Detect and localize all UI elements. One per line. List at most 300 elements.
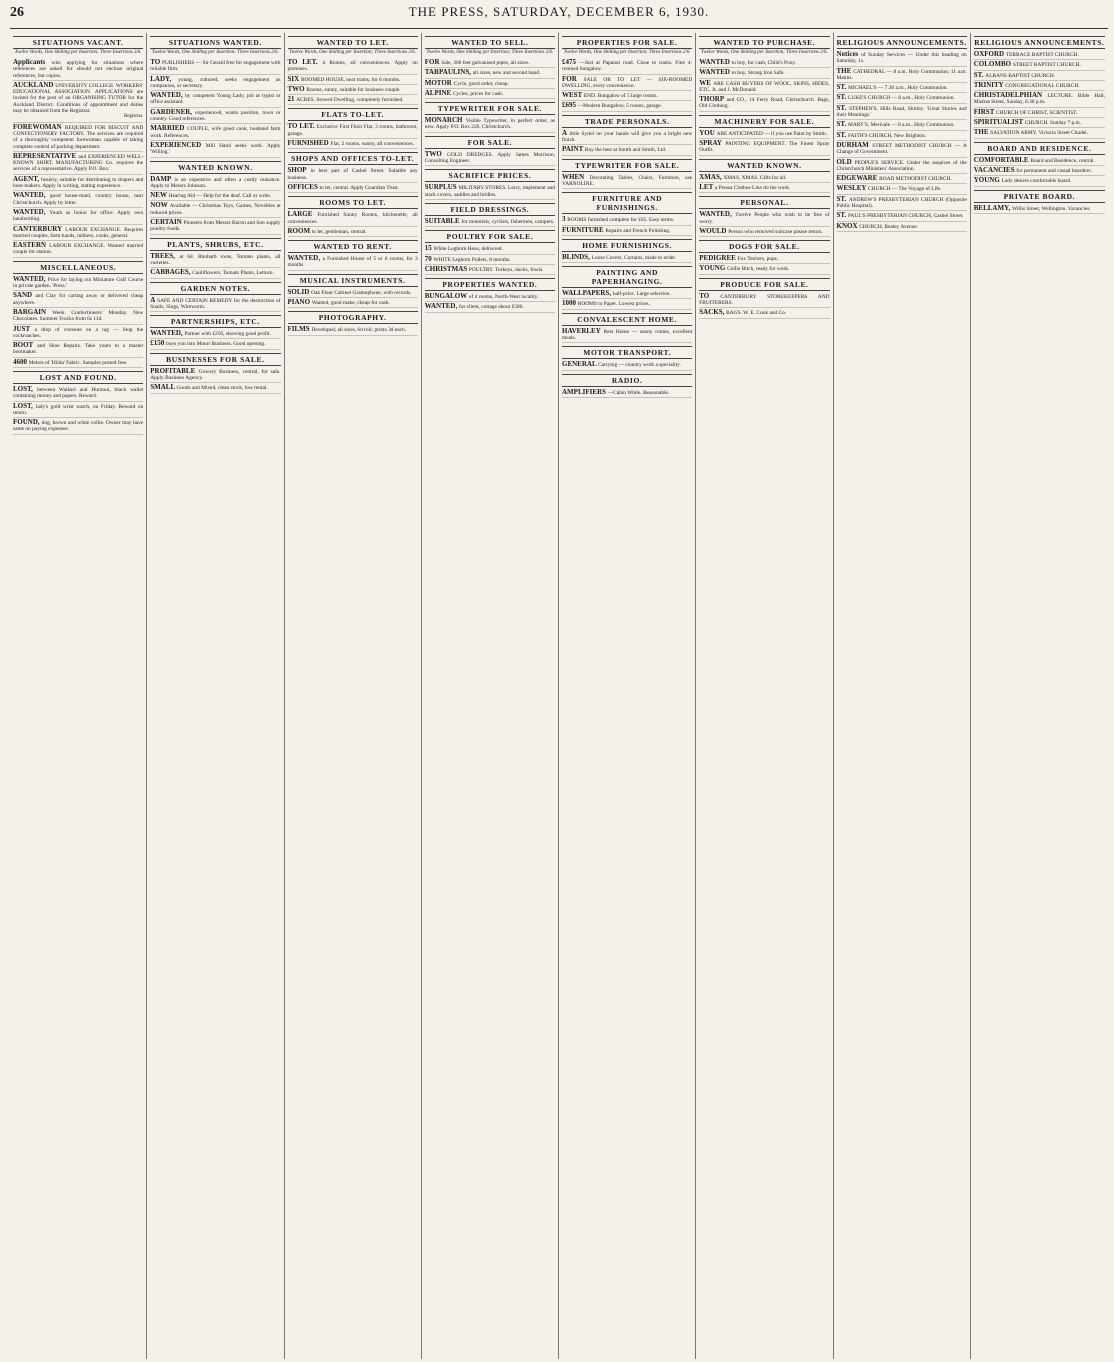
section-heading: RELIGIOUS ANNOUNCEMENTS.	[974, 38, 1105, 47]
classified-ad	[288, 325, 418, 335]
section-heading: GARDEN NOTES.	[150, 282, 280, 295]
ad-text: ARE CASH BUYERS OF WOOL, SKINS, HIDES, ETC. A. and J. McDonald.	[699, 80, 830, 93]
section-heading: DOGS FOR SALE.	[699, 240, 829, 253]
classified-ad	[425, 79, 555, 89]
ad-text: BAGS. W. E. Cook and Co.	[726, 310, 787, 317]
classified-ad	[13, 358, 143, 368]
classified-ad	[837, 120, 967, 130]
ad-lead-word: A	[150, 295, 158, 304]
ad-lead-word: TRINITY	[973, 80, 1006, 89]
ad-text: Willis Street, Wellington. Vacancies.	[1012, 205, 1091, 212]
ad-text: Person who removed suitcase please return.	[728, 228, 823, 235]
ad-text: Furnished Sunny Rooms, kitchenette, all conveniences.	[287, 212, 418, 225]
classified-ad	[974, 166, 1105, 176]
ad-lead-word: WALLPAPERS,	[562, 289, 613, 298]
classified-ad	[288, 183, 418, 193]
section-heading: MUSICAL INSTRUMENTS.	[288, 274, 418, 287]
ad-text: CATHEDRAL — 8 a.m. Holy Communion; 11 a.m. Matins.	[836, 68, 967, 81]
classified-ad	[425, 89, 555, 99]
ad-text: Loose Covers, Curtains, made to order.	[591, 254, 677, 261]
ad-lead-word: WANTED,	[424, 302, 459, 311]
ad-lead-word: XMAS,	[699, 172, 724, 181]
section-heading: MOTOR TRANSPORT.	[562, 346, 692, 359]
classified-ad	[425, 58, 555, 68]
ad-text: ACRES, Stowed Dwelling, completely furnished.	[296, 97, 404, 104]
classified-ad	[562, 289, 692, 299]
classified-ad	[13, 208, 143, 225]
ad-lead-word: 70	[424, 254, 434, 263]
classified-ad	[13, 308, 143, 325]
ad-text: Mill Hand seeks work. Apply 'Willing.'	[150, 142, 281, 156]
ad-lead-word: BOOT	[13, 341, 38, 350]
ad-text: to buy, for cash, Child's Pony.	[731, 60, 797, 66]
classified-ad	[288, 288, 418, 298]
classified-ad	[288, 58, 418, 75]
ad-text: COUPLE, wife good cook, husband farm work. References.	[150, 126, 281, 139]
section-heading: RELIGIOUS ANNOUNCEMENTS.	[836, 38, 967, 47]
ad-lead-word: SUITABLE	[424, 216, 462, 225]
ad-text: PAINTING EQUIPMENT. The Finest Spray Outfit.	[699, 141, 830, 154]
classified-ad	[837, 93, 967, 103]
ad-text: LUKE'S CHURCH — 8 a.m., Holy Communion.	[848, 95, 955, 102]
classified-ad	[150, 108, 280, 125]
ad-lead-word: KNOX	[836, 221, 860, 230]
classified-ad	[288, 75, 418, 85]
section-heading: RADIO.	[562, 374, 692, 387]
ad-text: Cauliflowers, Tomato Plants, Lettuce.	[192, 270, 274, 277]
classified-ad	[150, 339, 280, 349]
section-heading: FOR SALE.	[425, 136, 555, 149]
masthead	[10, 4, 1108, 29]
classified-ad	[288, 298, 418, 308]
ad-lead-word: A	[562, 128, 570, 137]
rate-line: Twelve Words, One Shilling per Insertion; Three Insertions 2/6.	[700, 50, 828, 55]
classified-ad	[150, 252, 280, 269]
classified-ad	[562, 173, 692, 190]
ad-text: between Waikari and Hurunui, black wallet containing money and papers. Reward.	[13, 386, 144, 400]
ad-text: UNIVERSITY COLLEGE. WORKERS' EDUCATIONAL ASSOCIATION. APPLICATIONS are invited for the post of an ORGANISING TUTOR for the Auckland District. Conditions of appointment and duties may be obtained from the Registrar.	[13, 82, 144, 115]
ad-text: Rest Home — sunny rooms, excellent meals.	[562, 328, 693, 342]
classified-ad	[150, 201, 280, 218]
ad-text: SALVATION ARMY. Victoria Street Citadel.	[990, 130, 1088, 137]
classified-ad	[13, 123, 143, 152]
ad-text: Twelve People who wish to be free of worry.	[699, 212, 830, 225]
ad-text: Rooms, sunny, suitable for business couple.	[306, 86, 401, 93]
ad-lead-word: WHEN	[562, 172, 590, 181]
classified-ad	[150, 141, 280, 158]
ad-lead-word: ST.	[836, 93, 849, 102]
classified-ad	[974, 71, 1105, 81]
classified-ad	[699, 254, 829, 264]
ad-lead-word: £150	[150, 339, 166, 348]
ad-text: who applying for situations where references are asked for should not enclose original references, but copies.	[13, 60, 144, 79]
ad-lead-word: CERTAIN	[150, 218, 184, 227]
ad-lead-word: YOU	[699, 128, 717, 137]
ad-lead-word: 15	[424, 244, 434, 253]
section-heading: SACRIFICE PRICES.	[425, 169, 555, 182]
ad-lead-word: SPIRITUALIST	[973, 118, 1025, 127]
rate-line: Twelve Words, One Shilling per Insertion; Three Insertions 2/6.	[151, 50, 279, 55]
ad-text: for permanent and casual boarders.	[1016, 167, 1092, 174]
section-heading: PARTNERSHIPS, ETC.	[150, 315, 280, 328]
classified-ad	[699, 183, 829, 193]
ad-text: all sizes, new and second hand.	[472, 70, 541, 77]
classified-ad	[974, 156, 1105, 166]
ad-lead-word: SOLID	[287, 287, 312, 296]
ad-lead-word: FOUND,	[13, 418, 42, 427]
classified-ad	[837, 131, 967, 141]
ad-lead-word: WANTED,	[13, 191, 50, 200]
ad-text: CHURCH — The Voyage of Life.	[867, 186, 942, 193]
newspaper-title: THE PRESS, SATURDAY, DECEMBER 6, 1930.	[408, 4, 710, 19]
ad-lead-word: DURHAM	[836, 140, 873, 149]
ad-lead-word: FURNITURE	[562, 225, 606, 234]
classified-ad	[425, 150, 555, 167]
classified-ad	[13, 81, 143, 123]
column-6	[696, 33, 833, 1359]
section-heading: MISCELLANEOUS.	[13, 261, 143, 274]
ad-text: MICHAEL'S — 7.30 a.m., Holy Communion.	[848, 85, 948, 92]
classified-ad	[562, 360, 692, 370]
classified-ad	[425, 116, 555, 133]
ad-lead-word: ST.	[836, 120, 849, 129]
ad-lead-word: Notices	[836, 50, 862, 58]
ad-text: Repairs and French Polishing.	[605, 227, 671, 234]
ad-lead-word: FIRST	[973, 107, 996, 116]
classified-ad	[699, 58, 829, 68]
classified-ad	[150, 91, 280, 108]
ad-text: CONGREGATIONAL CHURCH.	[1005, 82, 1080, 89]
classified-ad	[425, 244, 555, 254]
classified-ad	[699, 95, 829, 112]
ad-lead-word: ST.	[973, 70, 986, 79]
ad-text: CHURCH. Sunday 7 p.m.	[1024, 120, 1082, 127]
classified-ad	[974, 60, 1105, 70]
classified-ad	[425, 302, 555, 312]
ad-lead-word: VACANCIES	[973, 165, 1017, 174]
ad-text: SALE OR TO LET — SIX-ROOMED DWELLING, every convenience.	[562, 76, 693, 89]
ad-lead-word: AGENT,	[13, 174, 42, 183]
classified-ad	[13, 291, 143, 308]
classified-ad	[425, 255, 555, 265]
section-heading: PRIVATE BOARD.	[974, 190, 1105, 203]
ad-lead-word: LET	[699, 182, 715, 191]
ad-lead-word: FOR	[562, 74, 584, 83]
ad-text: SAFE AND CERTAIN REMEDY for the destruction of Snails, Slugs, Wireworm.	[150, 297, 281, 310]
classified-ad	[562, 327, 692, 344]
ad-lead-word: EASTERN	[13, 241, 50, 250]
ad-lead-word: FOREWOMAN	[13, 122, 65, 131]
classified-ad	[562, 91, 692, 101]
ad-lead-word: CABBAGES,	[150, 268, 193, 277]
ad-lead-word: OLD	[836, 157, 855, 166]
ad-lead-word: ST.	[836, 194, 849, 203]
ad-text: Youth as Junior for office. Apply own handwriting.	[13, 209, 144, 223]
classified-ad	[13, 241, 143, 258]
classified-ad	[150, 175, 280, 192]
ad-lead-word: TREES,	[150, 251, 180, 260]
ad-text: a Pressa Clothes-Line do the work.	[714, 184, 791, 191]
classified-ad	[13, 58, 143, 81]
ad-text: CANTERBURY STOREKEEPERS AND FRUITERERS.	[699, 293, 830, 307]
ad-lead-word: WANTED	[699, 68, 732, 77]
ad-text: —Modern Bungalow, 5 rooms, garage.	[577, 103, 662, 110]
ad-lead-word: THE	[973, 128, 991, 137]
ad-text: CHURCH OF CHRIST, SCIENTIST.	[996, 109, 1078, 116]
column-8	[971, 33, 1108, 1359]
section-heading: WANTED KNOWN.	[150, 161, 280, 174]
ad-text: Hearing Aid — Help for the deaf. Call or write.	[168, 193, 272, 200]
section-heading: PRODUCE FOR SALE.	[699, 278, 829, 291]
ad-text: MILITARY STORES. Lorry, implement and stack covers, saddles and bridles.	[424, 185, 555, 198]
classified-ad	[837, 50, 967, 67]
classified-ad	[288, 166, 418, 183]
ad-text: and Shoe Repairs. Take yours to a master bootmaker.	[13, 343, 144, 356]
ad-lead-word: NEW	[150, 191, 169, 200]
classified-ad	[837, 83, 967, 93]
ad-text: and CO., 14 Ferry Road, Christchurch. Bags, Old Clothing.	[699, 97, 830, 110]
ad-text: little Sydol on your hands will give you a bright new finish.	[562, 130, 693, 144]
section-heading: PLANTS, SHRUBS, ETC.	[150, 238, 280, 251]
ad-lead-word: ST.	[836, 211, 849, 220]
ad-lead-word: COLOMBO	[973, 60, 1013, 69]
ad-lead-word: FURNISHED	[287, 139, 331, 148]
section-heading: BUSINESSES FOR SALE.	[150, 353, 280, 366]
rate-line: Twelve Words, One Shilling per Insertion; Three Insertions 2/6.	[14, 50, 142, 55]
ad-lead-word: YOUNG	[699, 264, 728, 273]
classified-ad	[150, 383, 280, 393]
section-heading: PAINTING AND PAPERHANGING.	[562, 266, 692, 288]
ad-text: by competent Young Lady, job as typist or office assistant.	[150, 93, 281, 106]
ad-text: Grocery Business, central, for sale. Apply Business Agency.	[150, 368, 281, 382]
ad-lead-word: BARGAIN	[13, 307, 53, 316]
ad-text: REQUIRED FOR BISCUIT AND CONFECTIONERY FACTORY. The services are required of a thoroughly competent forewoman capable of taking complete control of packing department.	[13, 124, 144, 150]
ad-text: ARE ANTICIPATED — if you use Paint by Smith.	[716, 130, 828, 137]
classified-ad	[699, 292, 829, 309]
ad-text: PEOPLE'S SERVICE. Under the auspices of the Christchurch Ministers' Association.	[836, 159, 967, 172]
ad-lead-word: MOTOR	[424, 78, 454, 87]
ad-lead-word: FOR	[424, 58, 442, 66]
ad-lead-word: ST.	[836, 83, 849, 92]
ad-text: LECTURE. Bible Hall, Madras Street, Sunday, 6.30 p.m.	[973, 93, 1105, 106]
ad-text: PUBLISHERS — Sir Gerald free for engagement with reliable firm.	[150, 60, 281, 73]
ad-text: Oak Floor Cabinet Gramophone, with records.	[311, 289, 412, 296]
ad-text: ROOMS to Paper. Lowest prices.	[577, 301, 650, 308]
ad-text: POULTRY. Turkeys, ducks, fowls.	[468, 266, 544, 273]
ad-lead-word: PIANO	[287, 298, 312, 307]
ad-lead-word: EDGEWARE	[836, 174, 880, 183]
ad-text: Cycle, good order, cheap.	[453, 80, 509, 87]
classified-ad	[425, 217, 555, 227]
ad-text: to let, gentleman, central.	[311, 228, 367, 235]
ad-text: is an expensive and often a costly nuisance. Apply to Messrs Johnson.	[150, 176, 281, 189]
ad-lead-word: ROOM	[287, 226, 312, 235]
classified-ad	[150, 296, 280, 313]
section-heading: PROPERTIES FOR SALE.	[562, 36, 692, 49]
section-heading: SITUATIONS WANTED.	[150, 36, 280, 49]
classified-ad	[699, 210, 829, 227]
classified-ad	[699, 173, 829, 183]
classified-ad	[974, 50, 1105, 60]
classified-ad	[13, 402, 143, 419]
classified-ad	[974, 176, 1105, 186]
ad-text: for client, cottage about £500.	[458, 304, 524, 311]
section-heading: LOST AND FOUND.	[13, 371, 143, 384]
ad-text: —Cabin White. Reasonable.	[607, 389, 670, 396]
ad-text: FAITH'S CHURCH, New Brighton.	[848, 132, 927, 139]
page-number: 26	[10, 5, 24, 20]
ad-lead-word: FILMS	[287, 325, 312, 334]
classified-ad	[562, 388, 692, 398]
classified-ad	[562, 101, 692, 111]
ad-lead-word: MONARCH	[424, 116, 466, 125]
ad-lead-word: COMFORTABLE	[973, 155, 1031, 164]
ad-text: in best part of Cashel Street. Suitable any business.	[287, 168, 418, 181]
ad-text: a Furnished House of 5 or 6 rooms, for 3 months.	[287, 256, 418, 269]
ad-lead-word: SAND	[13, 291, 36, 300]
section-heading: SHOPS AND OFFICES TO-LET.	[288, 152, 418, 165]
ad-lead-word: SACKS,	[699, 308, 727, 317]
ad-lead-word: WANTED,	[150, 91, 186, 100]
ad-lead-word: 21	[287, 95, 297, 104]
ad-lead-word: CHRISTMAS	[424, 264, 469, 273]
ad-text: CHURCH, Bealey Avenue.	[859, 223, 919, 230]
ad-text: MARY'S, Merivale — 8 a.m., Holy Communion.	[848, 122, 955, 129]
ad-text: Wanted, good make, cheap for cash.	[311, 300, 390, 307]
classified-ad	[699, 308, 829, 318]
ad-text: a drop of creosote on a rag — Stop the cockroaches.	[13, 326, 144, 339]
column-7	[834, 33, 971, 1359]
ad-lead-word: AMPLIFIERS	[562, 387, 608, 396]
ad-lead-word: £475	[562, 58, 580, 66]
ad-lead-word: ALPINE	[424, 88, 453, 97]
ad-text: WHITE Leghorn Pullets, 8 months.	[433, 256, 511, 263]
ad-text: half-price. Large selection.	[612, 291, 671, 298]
ad-lead-word: SPRAY	[699, 139, 726, 148]
ad-text: White Leghorn Hens, delivered.	[433, 246, 503, 253]
ad-text: Carrying — country work a speciality.	[597, 362, 681, 369]
section-heading: TYPEWRITER FOR SALE.	[425, 102, 555, 115]
ad-lead-word: 4600	[13, 357, 29, 366]
classified-ad	[13, 152, 143, 175]
section-heading: CONVALESCENT HOME.	[562, 313, 692, 326]
classified-ad	[150, 58, 280, 75]
ad-text: Partner with £250, showing good profit.	[184, 331, 271, 338]
ad-lead-word: BLINDS,	[562, 252, 592, 261]
classified-ad	[837, 222, 967, 232]
column-3	[285, 33, 422, 1359]
classified-ad	[13, 325, 143, 342]
ad-text: ALBANS BAPTIST CHURCH.	[985, 72, 1056, 79]
classified-ad	[562, 145, 692, 155]
column-5	[559, 33, 696, 1359]
ad-text: Price for laying out Miniature Golf Course in private garden. 'Press.'	[13, 276, 144, 290]
ad-lead-word: OXFORD	[973, 50, 1006, 58]
classified-ad	[425, 183, 555, 200]
classified-ad	[13, 418, 143, 435]
classified-ad	[699, 227, 829, 237]
ad-lead-word: WANTED,	[150, 329, 185, 338]
ad-lead-word: PAINT	[562, 145, 585, 154]
ad-text: Board and Residence, central.	[1030, 157, 1095, 164]
ad-text: of Sunday Services — Under this heading on Saturday, 1s.	[836, 52, 967, 65]
classified-ad	[837, 158, 967, 175]
ad-text: Decorating Tables, Chairs, Furniture, use VARNOLINE.	[562, 174, 693, 187]
classified-ad	[562, 226, 692, 236]
ad-lead-word: PROFITABLE	[150, 366, 199, 375]
ad-text: experienced, wants position, town or country. Good references.	[150, 109, 281, 123]
classified-ad	[974, 108, 1105, 118]
ad-lead-word: WEST	[562, 91, 584, 100]
ad-text: PAUL'S PRESBYTERIAN CHURCH, Cashel Street.	[848, 213, 964, 220]
ad-text: lady's gold wrist watch, on Friday. Reward on return.	[13, 403, 144, 416]
section-heading: WANTED TO SELL.	[425, 36, 555, 49]
ad-text: Lady desires comfortable board.	[1001, 178, 1072, 185]
classified-ad	[150, 191, 280, 201]
classified-ad	[150, 329, 280, 339]
ad-text: buys you into Motor Business. Good opening.	[166, 341, 266, 348]
ad-lead-word: SURPLUS	[424, 183, 459, 192]
ad-text: good house-maid, country house, near Christchurch. Apply by letter.	[13, 193, 144, 206]
ad-text: Developed, all sizes, 6d roll; prints 3d each.	[311, 327, 407, 334]
ad-lead-word: LADY,	[150, 74, 179, 83]
ad-text: to buy, Strong Iron Safe.	[731, 70, 785, 77]
ad-lead-word: ST.	[836, 130, 849, 139]
ad-text: GOLD DREDGES. Apply James Morrison, Consulting Engineer.	[424, 151, 555, 165]
ad-text: of 4 rooms, North-West locality.	[468, 294, 539, 301]
ad-lead-word: WANTED,	[699, 210, 736, 219]
section-heading: MACHINERY FOR SALE.	[699, 115, 829, 128]
section-heading: WANTED TO RENT.	[288, 240, 418, 253]
classified-ad	[562, 299, 692, 309]
section-heading: PERSONAL.	[699, 196, 829, 209]
section-heading: BOARD AND RESIDENCE.	[974, 142, 1105, 155]
column-4	[422, 33, 559, 1359]
classified-ad	[288, 139, 418, 149]
classified-ad	[837, 184, 967, 194]
classified-ad	[425, 68, 555, 78]
section-heading: FLATS TO-LET.	[288, 108, 418, 121]
classified-ad	[699, 129, 829, 139]
ad-text: for motorists, cyclists, fishermen, campers.	[461, 218, 555, 225]
classified-ad	[150, 75, 280, 92]
ad-text: Visible Typewriter, in perfect order, as new. Apply P.O. Box 226, Christchurch.	[424, 118, 555, 131]
classified-ad	[288, 85, 418, 95]
section-heading: TRADE PERSONALS.	[562, 115, 692, 128]
ad-lead-word: TWO	[287, 84, 307, 93]
section-heading: FURNITURE AND FURNISHINGS.	[562, 192, 692, 214]
ad-lead-word: GENERAL	[562, 360, 598, 369]
ad-text: Buy the best at Smith and Smith, Ltd.	[584, 147, 667, 154]
classified-ad	[13, 191, 143, 208]
ad-lead-word: TO	[699, 291, 721, 300]
classified-ad	[699, 68, 829, 78]
ad-text: and EXPERIENCED WELL-KNOWN SHIRT, MANUFACTURING Co. requires the services of a representative. Apply P.O. Box.	[13, 153, 144, 173]
classified-ad	[562, 129, 692, 146]
ad-lead-word: MARRIED	[150, 124, 188, 133]
classified-ad	[150, 268, 280, 278]
ad-lead-word: TWO	[424, 149, 448, 158]
ad-text: hosiery, suitable for distributing to drapers and boot-makers. Apply in writing, stating experience.	[13, 176, 144, 190]
ad-lead-word: £695	[562, 101, 578, 110]
classified-ad	[562, 253, 692, 263]
classified-ad	[699, 139, 829, 156]
classified-ad	[288, 95, 418, 105]
ad-text: Pioneers from Messrs Bacon and Son supply poultry foods.	[150, 220, 281, 233]
ad-lead-word: LOST,	[13, 401, 36, 410]
ad-lead-word: WANTED	[699, 58, 732, 66]
ad-lead-word: LARGE	[287, 210, 318, 219]
